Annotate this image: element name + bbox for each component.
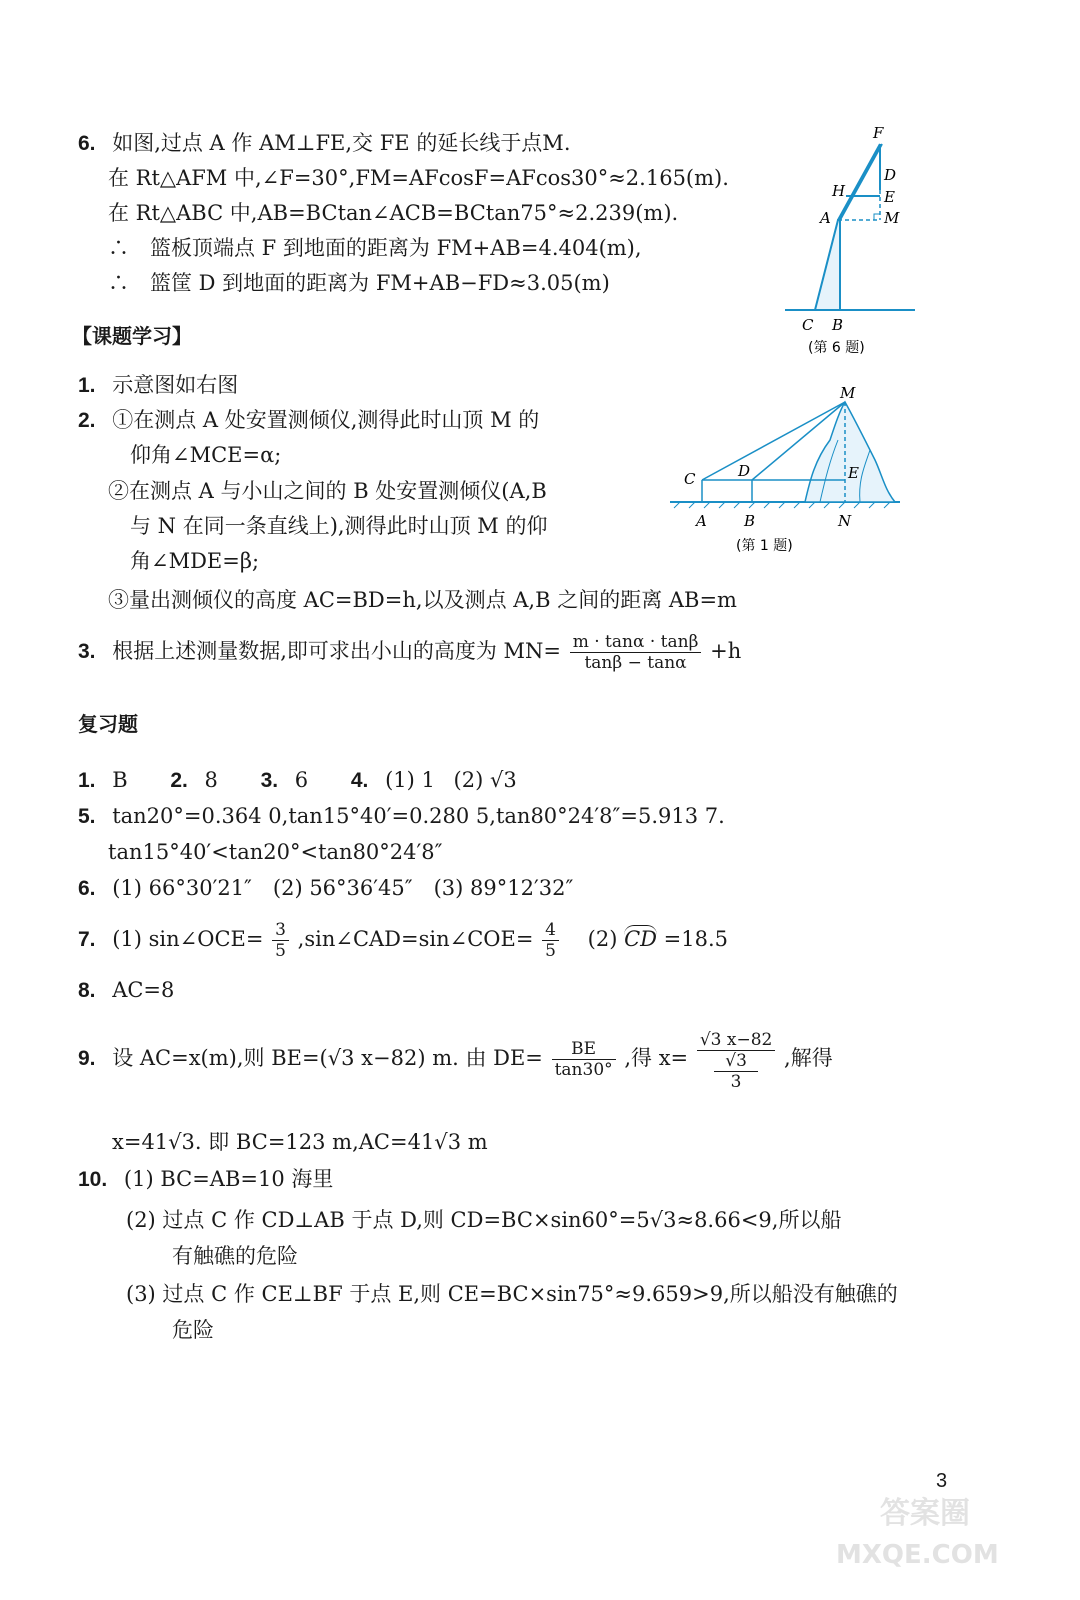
fig1-label-D: D — [738, 462, 751, 480]
fig1-label-C: C — [684, 470, 696, 488]
fig6-label-M: M — [884, 209, 900, 227]
problem6-line2: 在 Rt△AFM 中,∠F=30°,FM=AFcosF=AFcos30°≈2.165(m). — [108, 166, 729, 190]
fig1-label-A: A — [696, 512, 707, 530]
review-q5-line2: tan15°40′<tan20°<tan80°24′8″ — [108, 840, 443, 864]
fig1-label-E: E — [848, 464, 859, 482]
fig1-label-B: B — [744, 512, 756, 530]
figure-topic1 — [670, 380, 910, 560]
topic-item2-line1: 2. ①在测点 A 处安置测倾仪,测得此时山顶 M 的 — [78, 408, 540, 432]
review-q10-line4: (3) 过点 C 作 CE⊥BF 于点 E,则 CE=BC×sin75°≈9.659>9,所以船没有触礁的 — [126, 1282, 898, 1306]
mn-fraction: $\frac{m \cdot \tan\alpha \cdot \tan\beta}{\tan\beta - \tan\alpha}$ — [570, 632, 702, 673]
fig1-label-N: N — [838, 512, 852, 530]
problem6-line4: ∴ 篮板顶端点 F 到地面的距离为 FM+AB=4.404(m), — [108, 236, 642, 260]
topic-item2-line4: 与 N 在同一条直线上),测得此时山顶 M 的仰 — [130, 514, 548, 538]
review-q10-line3: 有触礁的危险 — [172, 1244, 298, 1268]
review-q9-line2: x=41√3. 即 BC=123 m,AC=41√3 m — [112, 1130, 488, 1154]
fig1-caption: (第 1 题) — [736, 538, 793, 554]
topic-study-heading: 【课题学习】 — [72, 324, 192, 348]
topic-item1: 1. 示意图如右图 — [78, 373, 239, 397]
fig6-label-B: B — [832, 316, 844, 334]
review-heading: 复习题 — [78, 712, 138, 736]
fig6-caption: (第 6 题) — [808, 340, 865, 356]
figure-problem6 — [780, 120, 930, 360]
fig6-label-F: F — [873, 124, 884, 142]
fig6-label-D: D — [884, 166, 897, 184]
problem6-line5: ∴ 篮筐 D 到地面的距离为 FM+AB−FD≈3.05(m) — [108, 271, 610, 295]
review-q8: 8. AC=8 — [78, 978, 175, 1002]
topic-item3: 3. 根据上述测量数据,即可求出小山的高度为 MN= $\frac{m \cdot \tan\alpha \cdot \tan\beta}{\tan\beta - \tan\alpha}$ +h — [78, 632, 742, 673]
fig1-label-M: M — [840, 384, 856, 402]
review-q10-line2: (2) 过点 C 作 CD⊥AB 于点 D,则 CD=BC×sin60°=5√3≈8.66<9,所以船 — [126, 1208, 842, 1232]
watermark-logo: 答案圈 — [880, 1496, 970, 1531]
fig6-label-E: E — [884, 188, 895, 206]
problem6-number: 6. — [78, 132, 96, 155]
page-number: 3 — [936, 1470, 948, 1492]
watermark-domain: MXQE.COM — [836, 1540, 999, 1570]
review-q5-line1: 5. tan20°=0.364 0,tan15°40′=0.280 5,tan80°24′8″=5.913 7. — [78, 804, 725, 828]
review-q10-line1: 10. (1) BC=AB=10 海里 — [78, 1167, 334, 1191]
topic-item2-line6: ③量出测倾仪的高度 AC=BD=h,以及测点 A,B 之间的距离 AB=m — [108, 588, 737, 612]
topic-item2-line3: ②在测点 A 与小山之间的 B 处安置测倾仪(A,B — [108, 479, 547, 503]
problem6-line1: 6. 如图,过点 A 作 AM⊥FE,交 FE 的延长线于点M. — [78, 131, 571, 155]
review-q1-4: 1. B 2. 8 3. 6 4. (1) 1 (2) √3 — [78, 768, 517, 792]
fig6-label-A: A — [820, 209, 831, 227]
review-q6: 6. (1) 66°30′21″ (2) 56°36′45″ (3) 89°12′32″ — [78, 876, 574, 900]
review-q9: 9. 设 AC=x(m),则 BE=(√3 x−82) m. 由 DE= $\frac{BE}{\tan 30^\circ}$ ,得 x= √3 x−82 √3 3 ,解得 — [78, 1030, 833, 1092]
review-q7: 7. (1) sin∠OCE= $\frac{3}{5}$ ,sin∠CAD=sin∠COE= $\frac{4}{5}$ (2) CD =18.5 — [78, 920, 729, 961]
topic-item2-line2: 仰角∠MCE=α; — [130, 443, 282, 467]
fig6-label-C: C — [802, 316, 814, 334]
arc-cd: CD — [624, 927, 657, 951]
topic-item2-line5: 角∠MDE=β; — [130, 549, 260, 573]
review-q10-line5: 危险 — [172, 1318, 214, 1342]
problem6-line3: 在 Rt△ABC 中,AB=BCtan∠ACB=BCtan75°≈2.239(m). — [108, 201, 679, 225]
fig6-label-H: H — [832, 182, 846, 200]
